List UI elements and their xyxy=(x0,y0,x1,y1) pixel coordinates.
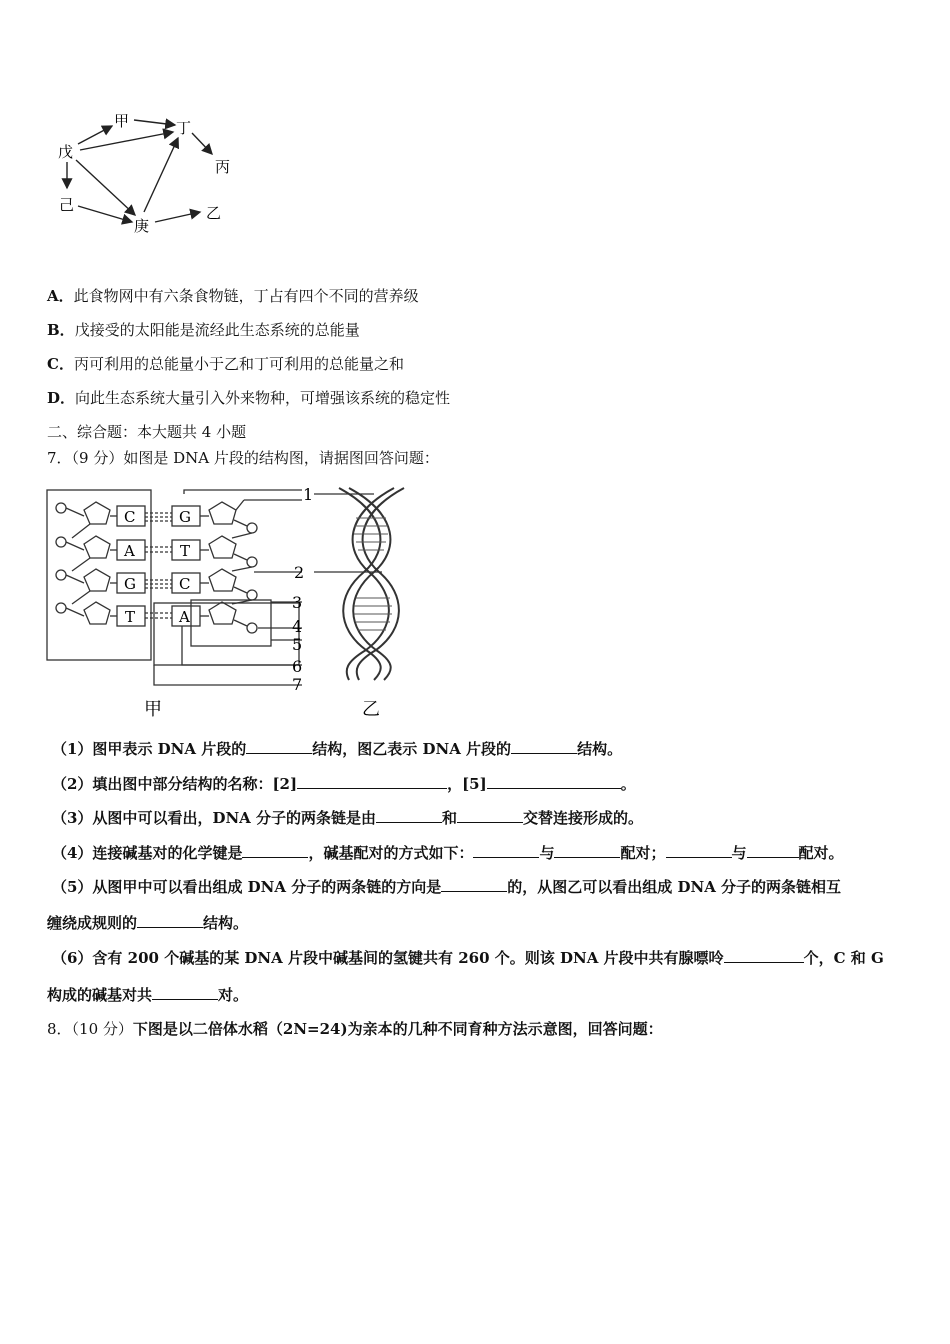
edge-wu-geng xyxy=(76,160,135,215)
option-c xyxy=(47,354,404,374)
question-score: （10 分） xyxy=(71,1020,133,1038)
text: （2）填出图中部分结构的名称：[2] xyxy=(52,775,298,793)
base-left: A xyxy=(124,542,135,560)
base-left: T xyxy=(125,608,136,626)
label-number: 1 xyxy=(303,485,314,504)
section-heading: 二、综合题：本大题共 4 小题 xyxy=(47,423,247,441)
text: 个，C 和 G xyxy=(803,949,884,967)
answer-blank[interactable] xyxy=(137,913,203,928)
answer-blank[interactable] xyxy=(473,843,539,858)
figure-label-jia: 甲 xyxy=(144,699,162,720)
text: （5）从图甲中可以看出组成 DNA 分子的两条链的方向是 xyxy=(52,878,442,896)
label-number: 7 xyxy=(292,675,303,694)
answer-blank[interactable] xyxy=(457,808,523,823)
answer-blank[interactable] xyxy=(554,843,620,858)
question-number: 7． xyxy=(47,449,72,467)
text: 的，从图乙可以看出组成 DNA 分子的两条链相互 xyxy=(507,878,842,896)
text: 结构，图乙表示 DNA 片段的 xyxy=(312,740,512,758)
option-text: 丙可利用的总能量小于乙和丁可利用的总能量之和 xyxy=(73,355,404,373)
option-d xyxy=(47,388,450,408)
text: （4）连接碱基对的化学键是 xyxy=(52,844,243,862)
text: 交替连接形成的。 xyxy=(523,809,644,827)
text: 。 xyxy=(620,775,636,793)
edge-jia-ding xyxy=(134,120,175,125)
option-text: 此食物网中有六条食物链，丁占有四个不同的营养级 xyxy=(73,287,419,305)
edge-ji-geng xyxy=(78,206,132,222)
base-right: C xyxy=(179,575,191,593)
text: （6）含有 200 个碱基的某 DNA 片段中碱基间的氢键共有 260 个。则该 DNA 片段中共有腺嘌呤 xyxy=(52,949,724,967)
text: 构成的碱基对共 xyxy=(47,986,153,1004)
answer-blank[interactable] xyxy=(747,843,799,858)
option-text: 向此生态系统大量引入外来物种，可增强该系统的稳定性 xyxy=(75,389,451,407)
base-left: C xyxy=(124,508,136,526)
node-geng: 庚 xyxy=(134,217,150,235)
question-number: 8． xyxy=(47,1020,72,1038)
edge-geng-yi xyxy=(155,212,200,222)
edge-wu-ding xyxy=(80,132,173,150)
dna-structure-figure xyxy=(44,480,414,725)
question-text: 如图是 DNA 片段的结构图，请据图回答问题： xyxy=(123,449,439,467)
answer-blank[interactable] xyxy=(441,877,507,892)
edge-geng-ding xyxy=(144,138,178,212)
option-letter: B． xyxy=(47,321,75,339)
node-yi: 乙 xyxy=(206,204,222,222)
label-number: 5 xyxy=(292,635,303,654)
option-a xyxy=(47,286,419,306)
answer-blank[interactable] xyxy=(487,774,621,789)
text: 与 xyxy=(539,844,555,862)
edge-ding-bing xyxy=(192,133,212,154)
base-right: G xyxy=(179,508,191,526)
q7-sub5-line2 xyxy=(47,913,248,933)
node-jia: 甲 xyxy=(114,112,130,130)
text: 与 xyxy=(731,844,747,862)
text: （3）从图中可以看出，DNA 分子的两条链是由 xyxy=(52,809,377,827)
label-number: 2 xyxy=(294,563,305,582)
figure-label-yi: 乙 xyxy=(362,699,380,720)
option-b xyxy=(47,320,360,340)
question-score: （9 分） xyxy=(71,449,124,467)
text: ，[5] xyxy=(447,775,487,793)
option-letter: C． xyxy=(47,355,74,373)
q7-sub5-line1 xyxy=(52,877,841,897)
q7-sub4 xyxy=(52,843,844,863)
text: ，碱基配对的方式如下： xyxy=(308,844,474,862)
base-right: T xyxy=(180,542,191,560)
edge-wu-jia xyxy=(78,126,112,144)
frame-right-box xyxy=(154,603,299,665)
q7-sub6-line1 xyxy=(52,948,884,968)
node-ding: 丁 xyxy=(176,119,192,137)
question-7-stem xyxy=(47,448,439,468)
option-text: 戊接受的太阳能是流经此生态系统的总能量 xyxy=(74,321,360,339)
q7-sub1 xyxy=(52,739,622,759)
q7-sub2 xyxy=(52,774,636,794)
question-8-stem xyxy=(47,1019,663,1039)
answer-blank[interactable] xyxy=(246,739,312,754)
answer-blank[interactable] xyxy=(666,843,732,858)
answer-blank[interactable] xyxy=(152,985,218,1000)
answer-blank[interactable] xyxy=(511,739,577,754)
text: 配对； xyxy=(620,844,666,862)
text: 结构。 xyxy=(577,740,623,758)
text: 配对。 xyxy=(798,844,844,862)
food-web-diagram xyxy=(40,100,260,250)
text: 和 xyxy=(442,809,458,827)
answer-blank[interactable] xyxy=(297,774,447,789)
option-letter: D． xyxy=(47,389,76,407)
text: （1）图甲表示 DNA 片段的 xyxy=(52,740,247,758)
base-right: A xyxy=(179,608,190,626)
text: 缠绕成规则的 xyxy=(47,914,138,932)
node-bing: 丙 xyxy=(215,158,231,176)
option-letter: A． xyxy=(47,287,74,305)
base-left: G xyxy=(124,575,136,593)
label-number: 4 xyxy=(292,617,303,636)
answer-blank[interactable] xyxy=(724,948,804,963)
answer-blank[interactable] xyxy=(376,808,442,823)
q7-sub6-line2 xyxy=(47,985,248,1005)
question-text: 下图是以二倍体水稻（2N=24)为亲本的几种不同育种方法示意图，回答问题： xyxy=(132,1020,663,1038)
text: 对。 xyxy=(218,986,249,1004)
answer-blank[interactable] xyxy=(242,843,308,858)
label-number: 3 xyxy=(292,593,303,612)
node-wu: 戊 xyxy=(58,143,74,161)
q7-sub3 xyxy=(52,808,643,828)
node-ji: 己 xyxy=(59,196,75,214)
label-number: 6 xyxy=(292,657,303,676)
text: 结构。 xyxy=(203,914,249,932)
